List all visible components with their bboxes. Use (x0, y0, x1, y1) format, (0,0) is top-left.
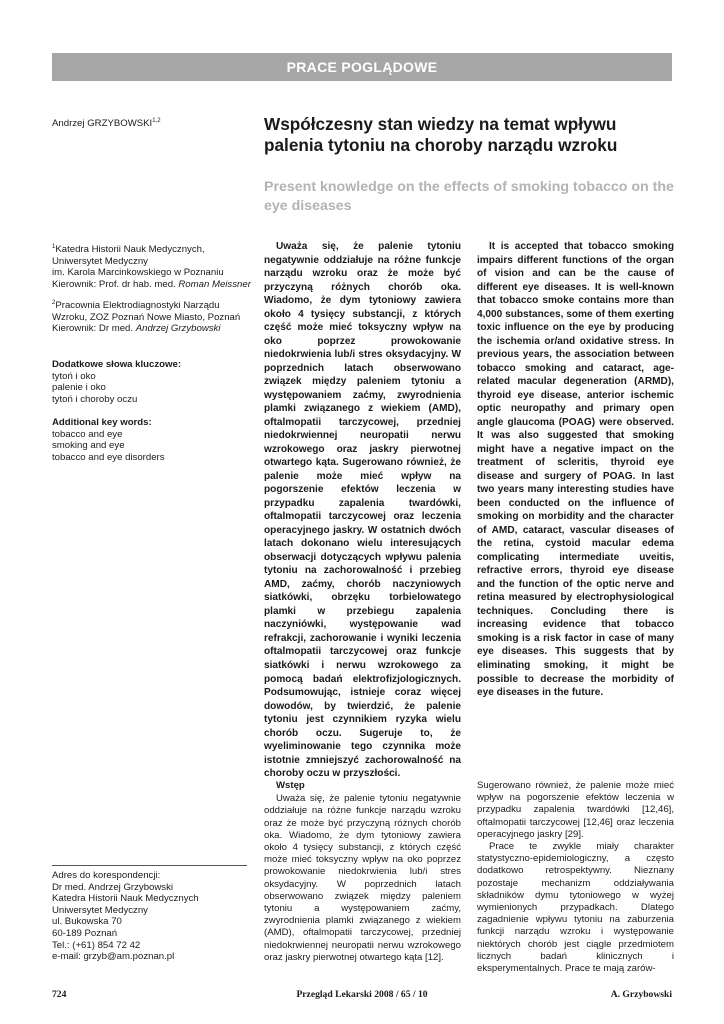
page-footer (52, 989, 672, 1001)
correspondence-line: e-mail: grzyb@am.poznan.pl (52, 951, 175, 963)
body-paragraph: Prace te zwykle miały charakter statystyczno-epidemiologiczny, a często dodatkowo retrospektywny. Nieznany pozostaje mechanizm oddziaływania składników dymu tytoniowego w wyżej wymienionych przypadkach. Dlatego zagadnienie wpływu tytoniu na zaburzenia funkcji narządu wzroku i występowanie niektórych chorób jest ciągle przedmiotem licznych badań klinicznych i eksperymentalnych. Prace te mają zarów- (477, 841, 674, 975)
correspondence-line: Uniwersytet Medyczny (52, 904, 148, 916)
keyword-item: tytoń i oko (52, 370, 96, 382)
affiliation-2-head-name: Andrzej Grzybowski (135, 323, 221, 335)
keyword-item: tytoń i choroby oczu (52, 393, 138, 405)
section-banner: PRACE POGLĄDOWE (52, 53, 672, 81)
body-column-left (264, 780, 461, 964)
correspondence-line: ul. Bukowska 70 (52, 916, 122, 928)
affiliation-1-line-3: im. Karola Marcinkowskiego w Poznaniu (52, 267, 224, 279)
affiliation-1-line-1: Katedra Historii Nauk Medycznych, (55, 244, 205, 255)
author-name: Andrzej GRZYBOWSKI (52, 118, 153, 129)
affiliation-2-line-2: Wzroku, ZOZ Poznań Nowe Miasto, Poznań (52, 311, 241, 323)
affiliation-2 (52, 298, 252, 335)
affiliation-2-line-1: Pracownia Elektrodiagnostyki Narządu (55, 300, 220, 311)
keyword-item: tobacco and eye disorders (52, 451, 165, 463)
keywords-pl-heading: Dodatkowe słowa kluczowe: (52, 359, 182, 370)
section-heading: Wstęp (276, 780, 305, 791)
keyword-item: smoking and eye (52, 440, 125, 452)
keywords-en (52, 417, 252, 463)
abstract-en: It is accepted that tobacco smoking impairs different functions of the organ of vision and can be the cause of different eye diseases. It is well-known that tobacco smoke contains more than 4,000 substances, some of them exerting toxic influence on the eye by producing the ischemia or/and oxidative stress. In previous years, the association between tobacco smoking and cataract, age-related macular degeneration (ARMD), thyroid eye disease, anterior ischemic optic neuropathy and primary open angle glaucoma (POAG) were observed. It was also suggested that smoking might have a negative impact on the treatment of scleritis, thyroid eye disease and surgery of POAG. In last two years many interesting studies have been conducted on the influence of smoking on morbidity and the character of AMD, cataract, vascular diseases of the retina, cystoid macular edema complicating intermediate uveitis, refractive errors, thyroid eye disease and the function of the optic nerve and retina measured by electrophysiological techniques. Concluding there is increasing evidence that tobacco smoking is a risk factor in case of many eye diseases. This suggests that by eliminating smoking, it might be possible to decrease the morbidity of eye diseases in the future. (477, 241, 674, 699)
keyword-item: tobacco and eye (52, 428, 123, 440)
footer-journal: Przegląd Lekarski 2008 / 65 / 10 (296, 989, 428, 1000)
keyword-item: palenie i oko (52, 382, 106, 394)
affiliation-1 (52, 242, 252, 290)
affiliation-2-num: 2 (52, 300, 56, 306)
article-title-en: Present knowledge on the effects of smoking tobacco on the eye diseases (264, 179, 674, 214)
affiliation-1-head-name: Roman Meissner (178, 278, 251, 290)
author-line (52, 116, 252, 130)
article-title-pl: Współczesny stan wiedzy na temat wpływu palenia tytoniu na choroby narządu wzroku (264, 114, 618, 155)
correspondence-line: Dr med. Andrzej Grzybowski (52, 881, 174, 893)
author-affiliation-sup: 1,2 (152, 118, 161, 124)
correspondence-line: Katedra Historii Nauk Medycznych (52, 893, 199, 905)
correspondence-block (52, 865, 247, 963)
affiliation-1-head-prefix: Kierownik: Prof. dr hab. med. (52, 278, 179, 290)
body-column-right (477, 780, 674, 975)
affiliation-1-num: 1 (52, 244, 56, 250)
correspondence-line: Adres do korespondencji: (52, 870, 161, 881)
footer-author: A. Grzybowski (610, 989, 672, 1000)
footer-page-number: 724 (52, 989, 67, 1000)
body-paragraph: Uważa się, że palenie tytoniu negatywnie oddziałuje na różne funkcje narządu wzroku oraz że może być przyczyną różnych chorób oka. Wiadomo, że dym tytoniowy zawiera około 4 tysięcy substancji, z których część może mieć toksyczny wpływ na oko poprzez prowokowanie niedokrwienia lub/i stres oksydacyjny. W poprzednich latach obserwowano związek między paleniem tytoniu a występowaniem zaćmy, zwyrodnienia plamki związanego z wiekiem (AMD), oftalmopatii tarczycowej, przedniej niedokrwiennej neuropatii nerwu wzrokowego oraz jaskry pierwotnej otwartego kąta [12]. (264, 793, 461, 963)
correspondence-line: 60-189 Poznań (52, 927, 118, 939)
keywords-en-heading: Additional key words: (52, 417, 152, 428)
affiliation-1-line-2: Uniwersytet Medyczny (52, 255, 148, 267)
affiliation-2-head-prefix: Kierownik: Dr med. (52, 323, 136, 335)
body-paragraph: Sugerowano również, że palenie może mieć wpływ na pogorszenie efektów leczenia w przypadku zapalenia twardówki [12,46], oftalmopatii tarczycowej [12,46] oraz leczenia operacyjnego jaskry [29]. (477, 780, 674, 840)
keywords-pl (52, 359, 252, 405)
correspondence-line: Tel.: (+61) 854 72 42 (52, 939, 141, 951)
abstract-pl: Uważa się, że palenie tytoniu negatywnie oddziałuje na różne funkcje narządu wzroku oraz że może być przyczyną różnych chorób oka. Wiadomo, że dym tytoniowy zawiera około 4 tysięcy substancji, z których część może mieć toksyczny wpływ na oko poprzez prowokowanie niedokrwienia lub/i stres oksydacyjny. W poprzednich latach obserwowano związek między paleniem tytoniu a występowaniem zaćmy, zwyrodnienia plamki związanego z wiekiem (AMD), oftalmopatii tarczycowej, przedniej niedokrwiennej neuropatii nerwu wzrokowego oraz jaskry pierwotnej otwartego kąta. Sugerowano również, że palenie może mieć wpływ na pogorszenie efektów leczenia w przypadku zapalenia twardówki, oftalmopatii tarczycowej oraz leczenia operacyjnego jaskry. W ostatnich dwóch latach dokonano wielu interesujących obserwacji dotyczących wpływu palenia tytoniu na zachorowalność i przebieg AMD, zaćmy, chorób naczyniowych siatkówki, obrzęku torbielowatego plamki w przebiegu zapalenia naczyniówki, występowanie wad refrakcji, zachorowanie i wyniki leczenia oftalmopatii tarczycowej oraz funkcje siatkówki i nerwu wzrokowego za pomocą badań elektrofizjologicznych. Podsumowując, istnieje coraz więcej dowodów, by twierdzić, że palenie tytoniu jest czynnikiem ryzyka wielu chorób oczu. Sugeruje to, że wyeliminowanie tego czynnika może istotnie zmniejszyć zachorowalność na choroby oczu w przyszłości. (264, 241, 461, 780)
